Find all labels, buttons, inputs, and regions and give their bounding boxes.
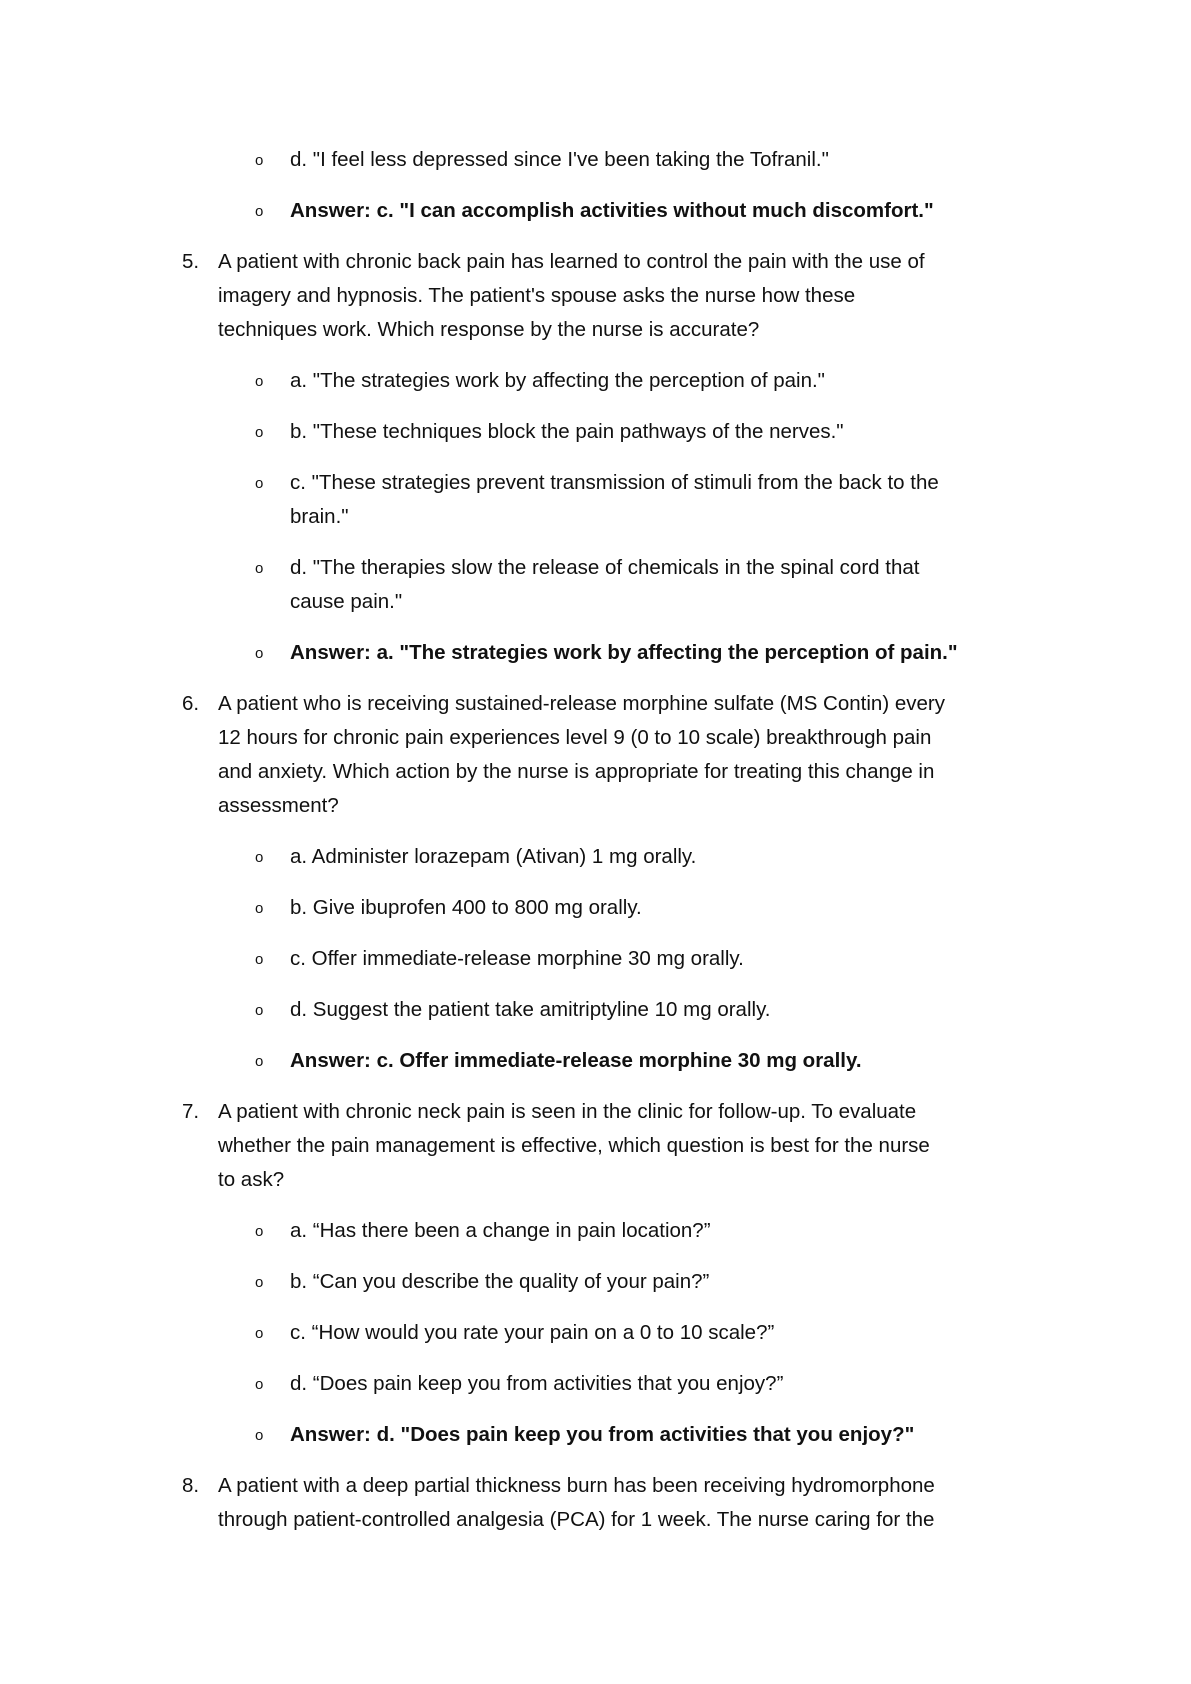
item-text — [218, 1095, 1191, 1197]
text-line: to ask? — [218, 1168, 285, 1191]
item-text — [290, 840, 1191, 874]
item-text — [218, 1469, 1191, 1537]
bullet-icon: o — [255, 373, 264, 390]
bullet-icon: o — [255, 900, 264, 917]
option-item — [0, 1265, 1191, 1299]
text-line: c. Offer immediate-release morphine 30 mg orally. — [290, 947, 744, 970]
item-text — [290, 1367, 1191, 1401]
text-line: Answer: c. Offer immediate-release morphine 30 mg orally. — [290, 1049, 862, 1072]
item-text — [290, 1316, 1191, 1350]
bullet-icon: o — [255, 1223, 264, 1240]
bullet-icon: o — [255, 1053, 264, 1070]
item-text — [290, 415, 1191, 449]
text-line: a. “Has there been a change in pain location?” — [290, 1219, 711, 1242]
item-text — [290, 1418, 1191, 1452]
question — [0, 1095, 1191, 1197]
item-text — [290, 143, 1191, 177]
text-line: a. "The strategies work by affecting the perception of pain." — [290, 369, 825, 392]
item-text — [290, 636, 1191, 670]
text-line: imagery and hypnosis. The patient's spouse asks the nurse how these — [218, 284, 856, 307]
text-line: d. "I feel less depressed since I've been taking the Tofranil." — [290, 148, 829, 171]
option-item — [0, 993, 1191, 1027]
option-item — [0, 1367, 1191, 1401]
bullet-icon: o — [255, 951, 264, 968]
answer-item — [0, 194, 1191, 228]
text-line: A patient with a deep partial thickness burn has been receiving hydromorphone — [218, 1474, 935, 1497]
answer-item — [0, 636, 1191, 670]
item-text — [290, 891, 1191, 925]
text-line: a. Administer lorazepam (Ativan) 1 mg orally. — [290, 845, 697, 868]
item-text — [290, 1214, 1191, 1248]
option-item — [0, 891, 1191, 925]
answer-item — [0, 1044, 1191, 1078]
text-line: whether the pain management is effective, which question is best for the nurse — [218, 1134, 930, 1157]
option-item — [0, 942, 1191, 976]
bullet-icon: o — [255, 203, 264, 220]
item-text — [290, 194, 1191, 228]
item-text — [290, 993, 1191, 1027]
bullet-icon: o — [255, 152, 264, 169]
item-text — [290, 1265, 1191, 1299]
question — [0, 1469, 1191, 1537]
item-text — [290, 942, 1191, 976]
question-number: 5. — [182, 250, 200, 273]
text-line: assessment? — [218, 794, 339, 817]
text-line: d. “Does pain keep you from activities that you enjoy?” — [290, 1372, 784, 1395]
option-item — [0, 364, 1191, 398]
question — [0, 245, 1191, 347]
text-line: Answer: a. "The strategies work by affecting the perception of pain." — [290, 641, 958, 664]
option-item — [0, 415, 1191, 449]
text-line: Answer: c. "I can accomplish activities without much discomfort." — [290, 199, 934, 222]
item-text — [290, 1044, 1191, 1078]
bullet-icon: o — [255, 1427, 264, 1444]
item-text — [290, 551, 1191, 619]
bullet-icon: o — [255, 849, 264, 866]
item-text — [290, 466, 1191, 534]
text-line: c. “How would you rate your pain on a 0 to 10 scale?” — [290, 1321, 775, 1344]
text-line: techniques work. Which response by the nurse is accurate? — [218, 318, 760, 341]
option-item — [0, 1316, 1191, 1350]
item-text — [218, 245, 1191, 347]
text-line: cause pain." — [290, 590, 403, 613]
bullet-icon: o — [255, 1325, 264, 1342]
option-item — [0, 551, 1191, 619]
question-number: 8. — [182, 1474, 200, 1497]
item-text — [218, 687, 1191, 823]
option-item — [0, 1214, 1191, 1248]
text-line: brain." — [290, 505, 349, 528]
text-line: b. “Can you describe the quality of your pain?” — [290, 1270, 710, 1293]
text-line: and anxiety. Which action by the nurse is appropriate for treating this change in — [218, 760, 935, 783]
bullet-icon: o — [255, 424, 264, 441]
text-line: b. "These techniques block the pain pathways of the nerves." — [290, 420, 844, 443]
option-item — [0, 143, 1191, 177]
text-line: A patient who is receiving sustained-release morphine sulfate (MS Contin) every — [218, 692, 945, 715]
text-line: c. "These strategies prevent transmission of stimuli from the back to the — [290, 471, 939, 494]
text-line: through patient-controlled analgesia (PCA) for 1 week. The nurse caring for the — [218, 1508, 935, 1531]
text-line: 12 hours for chronic pain experiences level 9 (0 to 10 scale) breakthrough pain — [218, 726, 932, 749]
text-line: d. Suggest the patient take amitriptyline 10 mg orally. — [290, 998, 771, 1021]
text-line: Answer: d. "Does pain keep you from activities that you enjoy?" — [290, 1423, 915, 1446]
option-item — [0, 840, 1191, 874]
question-number: 6. — [182, 692, 200, 715]
bullet-icon: o — [255, 475, 264, 492]
option-item — [0, 466, 1191, 534]
text-line: b. Give ibuprofen 400 to 800 mg orally. — [290, 896, 642, 919]
bullet-icon: o — [255, 1002, 264, 1019]
bullet-icon: o — [255, 1376, 264, 1393]
text-line: d. "The therapies slow the release of chemicals in the spinal cord that — [290, 556, 920, 579]
bullet-icon: o — [255, 645, 264, 662]
question — [0, 687, 1191, 823]
document-page — [0, 143, 1191, 1554]
question-number: 7. — [182, 1100, 200, 1123]
text-line: A patient with chronic neck pain is seen in the clinic for follow-up. To evaluate — [218, 1100, 917, 1123]
bullet-icon: o — [255, 1274, 264, 1291]
text-line: A patient with chronic back pain has learned to control the pain with the use of — [218, 250, 925, 273]
item-text — [290, 364, 1191, 398]
answer-item — [0, 1418, 1191, 1452]
bullet-icon: o — [255, 560, 264, 577]
